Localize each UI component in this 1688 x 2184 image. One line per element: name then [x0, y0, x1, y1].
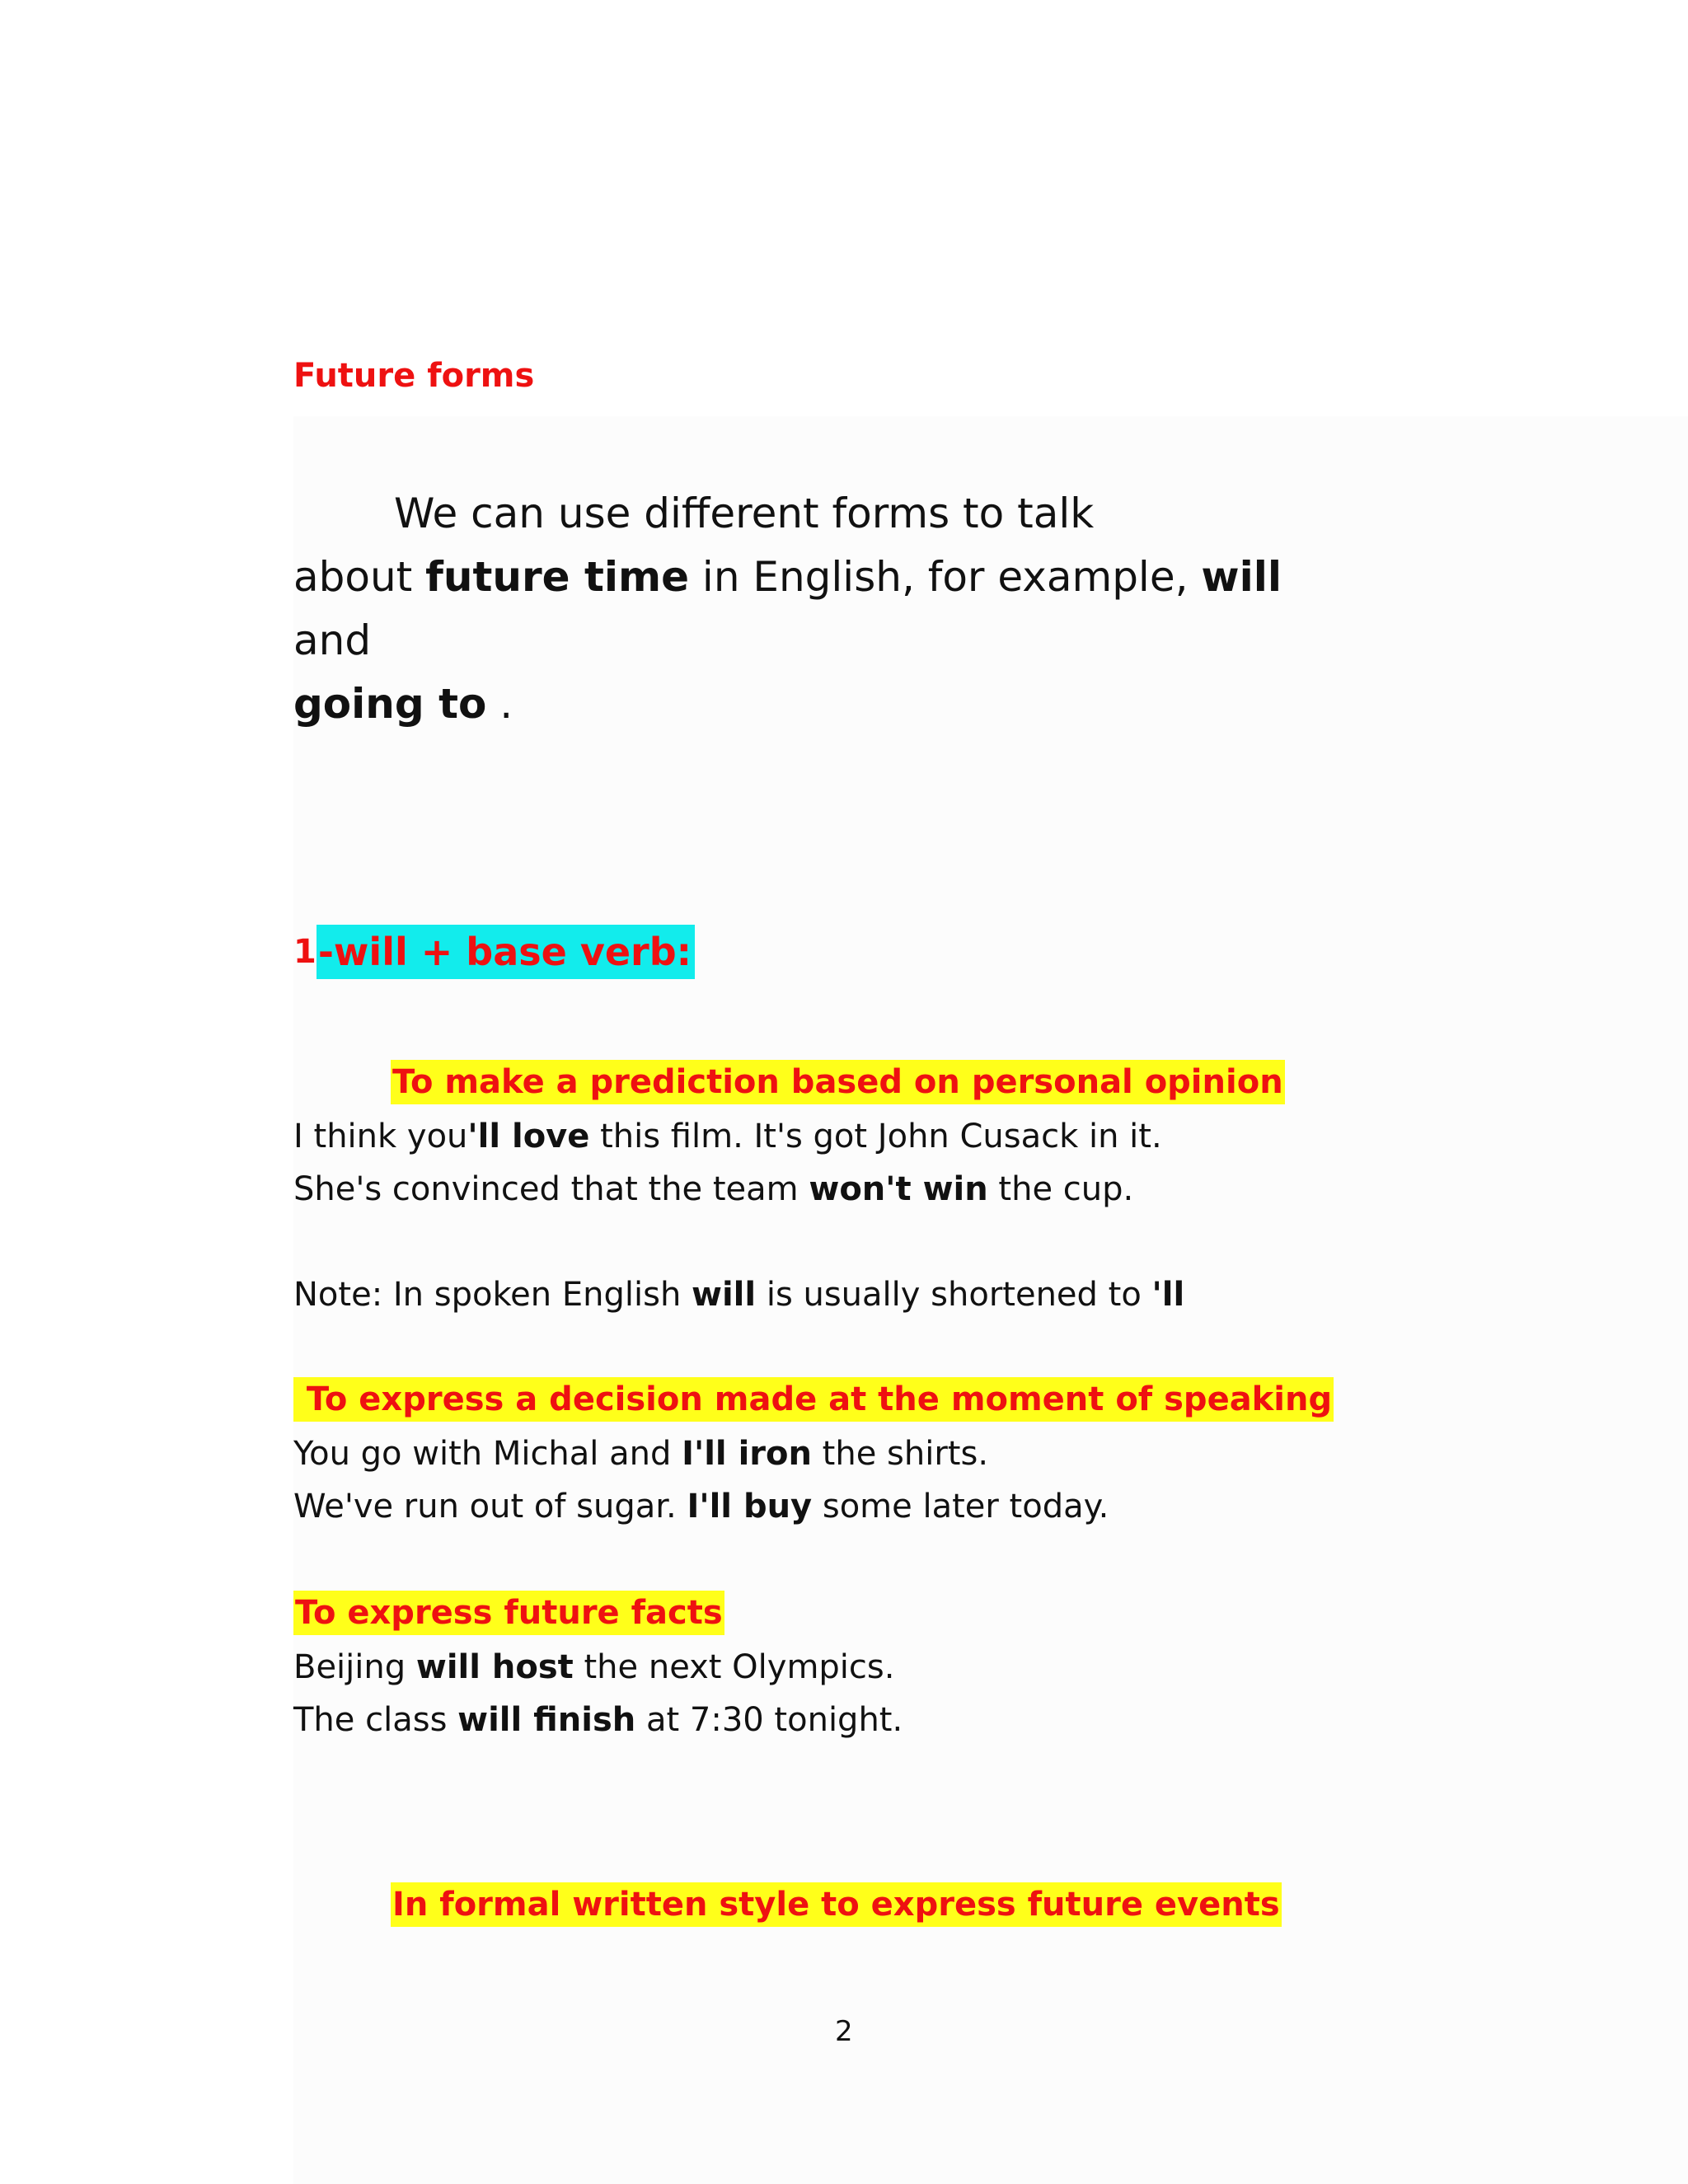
usage-heading-prediction: To make a prediction based on personal opinion: [391, 1063, 1285, 1101]
usage-heading-facts: To express future facts: [293, 1594, 724, 1632]
example-prediction-1: I think you'll love this film. It's got John Cusack in it.: [293, 1118, 1162, 1155]
example-facts-2: The class will finish at 7:30 tonight.: [293, 1701, 903, 1739]
example-decision-1: You go with Michal and I'll iron the shirts.: [293, 1435, 989, 1473]
usage-heading-decision: To express a decision made at the moment of speaking: [293, 1380, 1334, 1418]
section-label: -will + base verb:: [316, 925, 695, 979]
example-facts-1: Beijing will host the next Olympics.: [293, 1648, 895, 1686]
page-title: Future forms: [293, 357, 535, 395]
intro-line-1: We can use different forms to talk: [394, 490, 1095, 537]
example-prediction-2: She's convinced that the team won't win the cup.: [293, 1170, 1134, 1208]
intro-line-3: going to .: [293, 680, 513, 728]
note-line: Note: In spoken English will is usually shortened to 'll: [293, 1276, 1185, 1314]
example-decision-2: We've run out of sugar. I'll buy some later today.: [293, 1488, 1109, 1526]
usage-heading-formal: In formal written style to express future events: [391, 1886, 1282, 1924]
intro-line-2: about future time in English, for example, will and: [293, 553, 1282, 664]
page-number: 2: [835, 2015, 853, 2048]
intro-paragraph: [293, 482, 1282, 736]
section-heading-will: [293, 925, 695, 979]
section-number: 1: [293, 933, 316, 971]
